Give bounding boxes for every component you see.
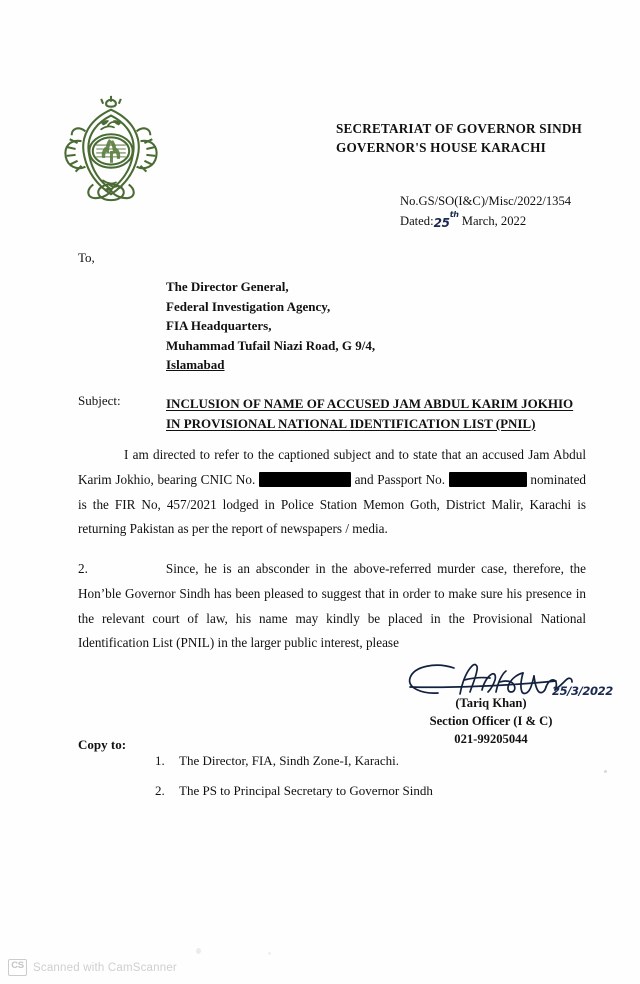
to-label: To,	[78, 250, 95, 265]
paragraph-2-number: 2.	[78, 561, 88, 576]
sindh-government-emblem-icon	[52, 90, 170, 208]
reference-number: No.GS/SO(I&C)/Misc/2022/1354	[400, 194, 572, 208]
subject-text: INCLUSION OF NAME OF ACCUSED JAM ABDUL KARIM JOKHIO IN PROVISIONAL NATIONAL IDENTIFICATION LIST (PNIL)	[166, 396, 574, 431]
camscanner-watermark-text: Scanned with CamScanner	[33, 961, 177, 974]
reference-block	[400, 192, 610, 231]
paragraph-2-text: Since, he is an absconder in the above-referred murder case, therefore, the Hon’ble Governor Sindh has been pleased to suggest that in order to make sure his presence in the relevant court of law, his name may kindly be placed in the Provisional National Identification List (PNIL) in the larger public interest, please	[78, 561, 586, 651]
copy-to-list	[155, 752, 555, 812]
redaction-bar-cnic	[259, 472, 351, 487]
list-item	[155, 782, 555, 801]
date-label: Dated:	[400, 213, 434, 228]
paragraph-1-part-2: and Passport No.	[354, 471, 446, 487]
scan-artifact-speck	[604, 770, 607, 773]
addressee-line-3: FIA Headquarters,	[166, 318, 272, 333]
signatory-name: (Tariq Khan)	[455, 696, 527, 710]
list-item-marker: 2.	[155, 782, 165, 798]
signatory-details	[396, 695, 586, 749]
addressee-line-2: Federal Investigation Agency,	[166, 298, 331, 314]
subject-label: Subject:	[78, 393, 121, 408]
list-item-text: The PS to Principal Secretary to Governor Sindh	[179, 782, 433, 798]
signatory-phone: 021-99205044	[454, 731, 528, 746]
list-item-text: The Director, FIA, Sindh Zone-I, Karachi.	[179, 753, 400, 768]
scan-artifact-speck	[268, 952, 271, 955]
paragraph-1-part-3: nominated is the FIR No, 457/2021 lodged in Police Station Memon Goth, District Malir, Karachi is returning Pakistan as per the report of newspapers / media.	[78, 471, 587, 537]
paragraph-1-part-1: I am directed to refer to the captioned subject and to state that an accused Jam Abdul Karim Jokhio, bearing CNIC No.	[78, 447, 586, 487]
addressee-line-1: The Director General,	[166, 279, 289, 294]
redaction-bar-passport	[449, 472, 527, 487]
addressee-city: Islamabad	[166, 357, 225, 372]
handwritten-signature-date: 25/3/2022	[552, 684, 613, 698]
camscanner-badge-icon: CS	[8, 959, 27, 976]
list-item	[155, 752, 555, 771]
copy-to-label: Copy to:	[78, 737, 127, 752]
body-paragraph-1	[78, 443, 586, 542]
camscanner-watermark	[8, 959, 177, 976]
letterhead-line-2: GOVERNOR'S HOUSE KARACHI	[336, 139, 546, 155]
document-date	[400, 209, 610, 232]
addressee-line-4: Muhammad Tufail Niazi Road, G 9/4,	[166, 337, 376, 353]
date-month-year: March, 2022	[461, 213, 527, 228]
list-item-marker: 1.	[155, 753, 165, 768]
letterhead-line-1: SECRETARIAT OF GOVERNOR SINDH	[336, 121, 583, 136]
body-paragraph-2	[78, 557, 586, 656]
signature-block	[396, 660, 616, 752]
signatory-designation: Section Officer (I & C)	[429, 713, 553, 728]
scan-artifact-speck	[196, 948, 201, 954]
addressee-block	[166, 277, 375, 375]
letterhead	[336, 120, 602, 157]
handwritten-day: 25th	[433, 209, 459, 230]
